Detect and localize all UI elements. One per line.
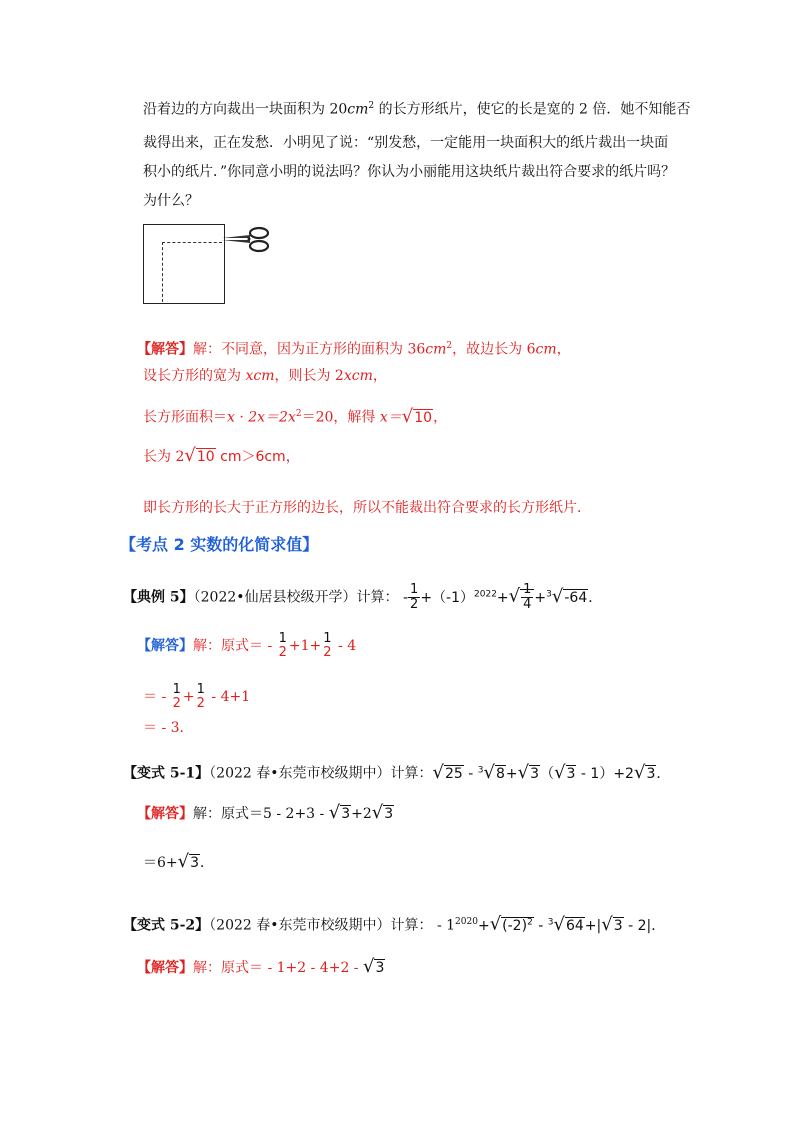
variant-label: 【变式 5-2】 — [123, 917, 210, 934]
radicand: 25 — [445, 765, 463, 782]
text: 的长方形纸片，使它的长是宽的 2 倍．她不知能否 — [374, 101, 691, 118]
variant-5-1-line — [123, 760, 670, 784]
answer-5-line-3: ＝ - 3． — [143, 720, 194, 736]
sup: 2 — [368, 101, 375, 111]
text: +1+ — [288, 638, 322, 654]
answer-tag: 【解答】 — [137, 960, 193, 976]
text: +2 — [351, 806, 372, 822]
radicand: 64 — [565, 917, 584, 934]
sup: 2 — [527, 917, 533, 927]
fraction — [521, 583, 533, 612]
text: ＝20，解得 — [301, 409, 380, 426]
expr: x · 2x＝2x — [227, 409, 296, 426]
text: ＝ - — [143, 689, 171, 705]
answer-tag: 【解答】 — [137, 806, 193, 822]
text: ． — [200, 855, 215, 871]
cube-root: √-64 — [551, 585, 588, 607]
text: + — [182, 689, 195, 705]
radicand: 3 — [613, 917, 623, 934]
radicand: 10 — [414, 409, 433, 426]
text: - — [533, 917, 548, 934]
radicand: 3 — [646, 765, 656, 782]
den: 2 — [196, 696, 205, 711]
sqrt: √3 — [601, 913, 623, 935]
dashed-cut-line-vertical — [162, 242, 163, 302]
radicand: 8 — [496, 765, 505, 782]
text: 长为 2 — [143, 449, 185, 465]
answer-5-line-2 — [143, 683, 250, 711]
text: - 4 — [333, 638, 357, 654]
problem-line-3: 积小的纸片．”你同意小明的说法吗？你认为小丽能用这块纸片裁出符合要求的纸片吗？ — [143, 164, 676, 180]
text: ， — [372, 368, 387, 384]
answer-line-5: 即长方形的长大于正方形的边长，所以不能裁出符合要求的长方形纸片． — [143, 500, 591, 516]
sqrt: √25 — [432, 761, 463, 783]
expression — [477, 913, 666, 935]
text: 解：原式＝5 - 2+3 - — [193, 806, 329, 822]
text: - — [463, 765, 478, 782]
text: 解：不同意，因为正方形的面积为 36 — [193, 341, 426, 358]
radicand: 3 — [375, 960, 385, 976]
scissors-icon — [220, 226, 272, 254]
text: + — [496, 589, 509, 606]
section-title: 【考点 2 实数的化简求值】 — [120, 535, 319, 554]
text: 沿着边的方向裁出一块面积为 20 — [143, 101, 348, 118]
problem-line-4: 为什么？ — [143, 193, 199, 209]
num: 1 — [172, 682, 181, 697]
square-paper-figure — [143, 224, 225, 304]
text: - 2|． — [623, 917, 666, 934]
text: 设长方形的宽为 — [143, 368, 246, 384]
text: ＝6+ — [143, 855, 178, 871]
den: 2 — [323, 645, 332, 660]
radicand: 3 — [341, 806, 351, 822]
radicand: 3 — [384, 806, 394, 822]
sup: 2022 — [474, 588, 497, 599]
text: cm＞6cm， — [215, 449, 300, 465]
sqrt: √10 — [401, 405, 433, 427]
fraction — [277, 632, 289, 660]
var: x＝ — [379, 409, 402, 426]
den: 2 — [278, 645, 287, 660]
problem-line-2: 裁得出来，正在发愁．小明见了说：“别发愁，一定能用一块面积大的纸片裁出一块面 — [143, 135, 669, 151]
text: +（-1） — [420, 589, 475, 606]
fraction — [195, 683, 207, 711]
den: 2 — [410, 597, 419, 612]
unit: cm — [535, 341, 557, 358]
unit: cm — [425, 341, 447, 358]
answer-line-1 — [137, 336, 571, 360]
radicand: 3 — [530, 765, 540, 782]
sup: 2 — [295, 409, 302, 419]
text: - 1）+2 — [576, 765, 634, 782]
source: （2022 春•东莞市校级期中）计算： — [209, 765, 433, 782]
problem-line-1 — [143, 96, 690, 120]
var: xcm — [343, 368, 373, 384]
var: xcm — [245, 368, 275, 384]
sqrt: √3 — [554, 761, 576, 783]
sup: 2020 — [455, 917, 478, 927]
den: 2 — [172, 696, 181, 711]
sqrt: √10 — [184, 445, 215, 466]
text: - 4+1 — [206, 689, 251, 705]
sqrt: $√(-2)^2$ — [489, 913, 533, 935]
text: 解：原式＝ - 1+2 - 4+2 - — [193, 960, 363, 976]
sup: 2 — [446, 341, 453, 351]
num: 1 — [278, 631, 287, 646]
source: （2022 春•东莞市校级期中）计算： - 1 — [209, 917, 456, 934]
num: 1 — [523, 582, 532, 597]
fraction — [321, 632, 333, 660]
text: + — [477, 917, 490, 934]
sqrt: √ $\frac{1}{4}$ — [509, 583, 535, 612]
answer-5-line-1 — [137, 632, 356, 660]
cube-root: √64 — [553, 913, 584, 935]
fraction — [171, 683, 183, 711]
answer-tag: 【解答】 — [137, 638, 193, 654]
sqrt: √3 — [177, 851, 200, 872]
text: + — [505, 765, 518, 782]
variant-5-2-line — [123, 912, 665, 936]
num: 1 — [323, 631, 332, 646]
text: ， — [433, 409, 448, 426]
den: 4 — [523, 597, 532, 612]
radicand: 10 — [196, 449, 215, 465]
root-index: 3 — [547, 917, 554, 927]
source: （2022•仙居县校级开学）计算： — [193, 589, 399, 606]
radicand: -64 — [564, 589, 588, 606]
radicand: 3 — [190, 855, 200, 871]
answer-line-4 — [143, 446, 300, 467]
text: + — [534, 589, 547, 606]
text: ，则长为 2 — [274, 368, 344, 384]
answer-5-2-line-1 — [137, 957, 385, 978]
fraction — [408, 583, 420, 612]
text: ， — [556, 341, 571, 358]
sqrt: √3 — [328, 802, 351, 823]
root-index: 3 — [546, 588, 552, 599]
answer-5-1-line-1 — [137, 803, 394, 824]
sqrt: √3 — [371, 802, 394, 823]
expression — [432, 761, 671, 783]
answer-line-2 — [143, 366, 387, 386]
example-5-line — [123, 583, 602, 612]
radicand: 3 — [566, 765, 576, 782]
root-index: 3 — [477, 765, 484, 775]
sqrt: √3 — [517, 761, 540, 783]
num: 1 — [196, 682, 205, 697]
num: 1 — [410, 582, 419, 597]
radicand: (-2) — [502, 917, 528, 934]
text: （ — [540, 765, 555, 782]
example-label: 【典例 5】 — [123, 589, 194, 606]
text: ． — [656, 765, 671, 782]
text: 解：原式＝ - — [193, 638, 277, 654]
sqrt: √3 — [633, 761, 656, 783]
cube-root: √8 — [483, 761, 505, 783]
text: ，故边长为 6 — [452, 341, 536, 358]
text: ． — [588, 589, 603, 606]
dashed-cut-line-horizontal — [162, 242, 222, 243]
answer-line-3 — [143, 404, 447, 428]
variant-label: 【变式 5-1】 — [123, 765, 210, 782]
text: 长方形面积＝ — [143, 409, 227, 426]
answer-tag: 【解答】 — [137, 341, 193, 358]
expression: - $\frac{1}{2}$ $+(-1)^{2022}+√$ $\frac{1}{4}$ +$^3$√-64． — [402, 582, 603, 612]
unit: cm — [347, 101, 369, 118]
text: +| — [584, 917, 602, 934]
answer-5-1-line-2 — [143, 852, 214, 873]
sqrt: √3 — [362, 956, 385, 977]
